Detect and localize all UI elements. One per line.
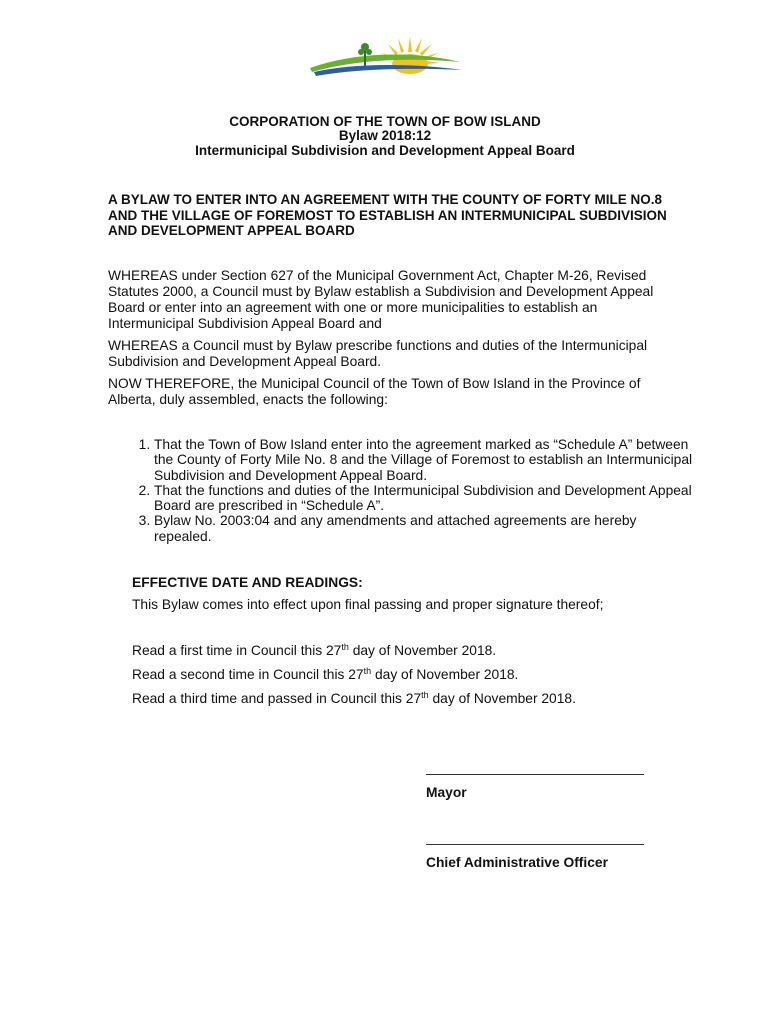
header-corporation: CORPORATION OF THE TOWN OF BOW ISLAND: [229, 114, 541, 129]
header-board-name: Intermunicipal Subdivision and Development Appeal Board: [195, 143, 575, 158]
effective-heading: EFFECTIVE DATE AND READINGS:: [132, 575, 363, 590]
header-bylaw-number: Bylaw 2018:12: [338, 128, 432, 143]
list-item: 1. That the Town of Bow Island enter into the agreement marked as “Schedule A” between the County of Forty Mile No. 8 and the Village of Foremost to establish an Intermunicipal Subdivision and Development Appeal Board.: [154, 437, 694, 483]
list-item: 3. Bylaw No. 2003:04 and any amendments and attached agreements are hereby repealed.: [154, 513, 694, 544]
whereas-paragraph-1: WHEREAS under Section 627 of the Municipal Government Act, Chapter M-26, Revised Statutes 2000, a Council must by Bylaw establish a Subdivision and Development Appeal Board or enter into an agreement with one or more municipalities to establish an Intermunicipal Subdivision Appeal Board and: [108, 268, 654, 331]
bow-island-logo: [300, 30, 470, 100]
reading-third: Read a third time and passed in Council this 27th day of November 2018.: [132, 690, 576, 706]
whereas-paragraph-2: WHEREAS a Council must by Bylaw prescribe functions and duties of the Intermunicipal Subdivision and Development Appeal Board.: [108, 338, 648, 369]
now-therefore-paragraph: NOW THEREFORE, the Municipal Council of the Town of Bow Island in the Province of Alberta, duly assembled, enacts the following:: [108, 376, 641, 407]
reading-second: Read a second time in Council this 27th day of November 2018.: [132, 666, 519, 682]
mayor-label: Mayor: [426, 785, 467, 800]
cao-label: Chief Administrative Officer: [426, 855, 608, 870]
effective-text: This Bylaw comes into effect upon final passing and proper signature thereof;: [132, 597, 604, 612]
reading-first: Read a first time in Council this 27th day of November 2018.: [132, 642, 497, 658]
bylaw-title: A BYLAW TO ENTER INTO AN AGREEMENT WITH THE COUNTY OF FORTY MILE NO.8 AND THE VILLAGE OF FOREMOST TO ESTABLISH AN INTERMUNICIPAL SUBDIVISION AND DEVELOPMENT APPEAL BOARD: [108, 192, 667, 238]
list-item: 2. That the functions and duties of the Intermunicipal Subdivision and Development Appeal Board are prescribed in “Schedule A”.: [154, 483, 694, 514]
enactment-list: [130, 437, 694, 544]
cao-signature-line: [426, 844, 644, 845]
mayor-signature-line: [426, 774, 644, 775]
